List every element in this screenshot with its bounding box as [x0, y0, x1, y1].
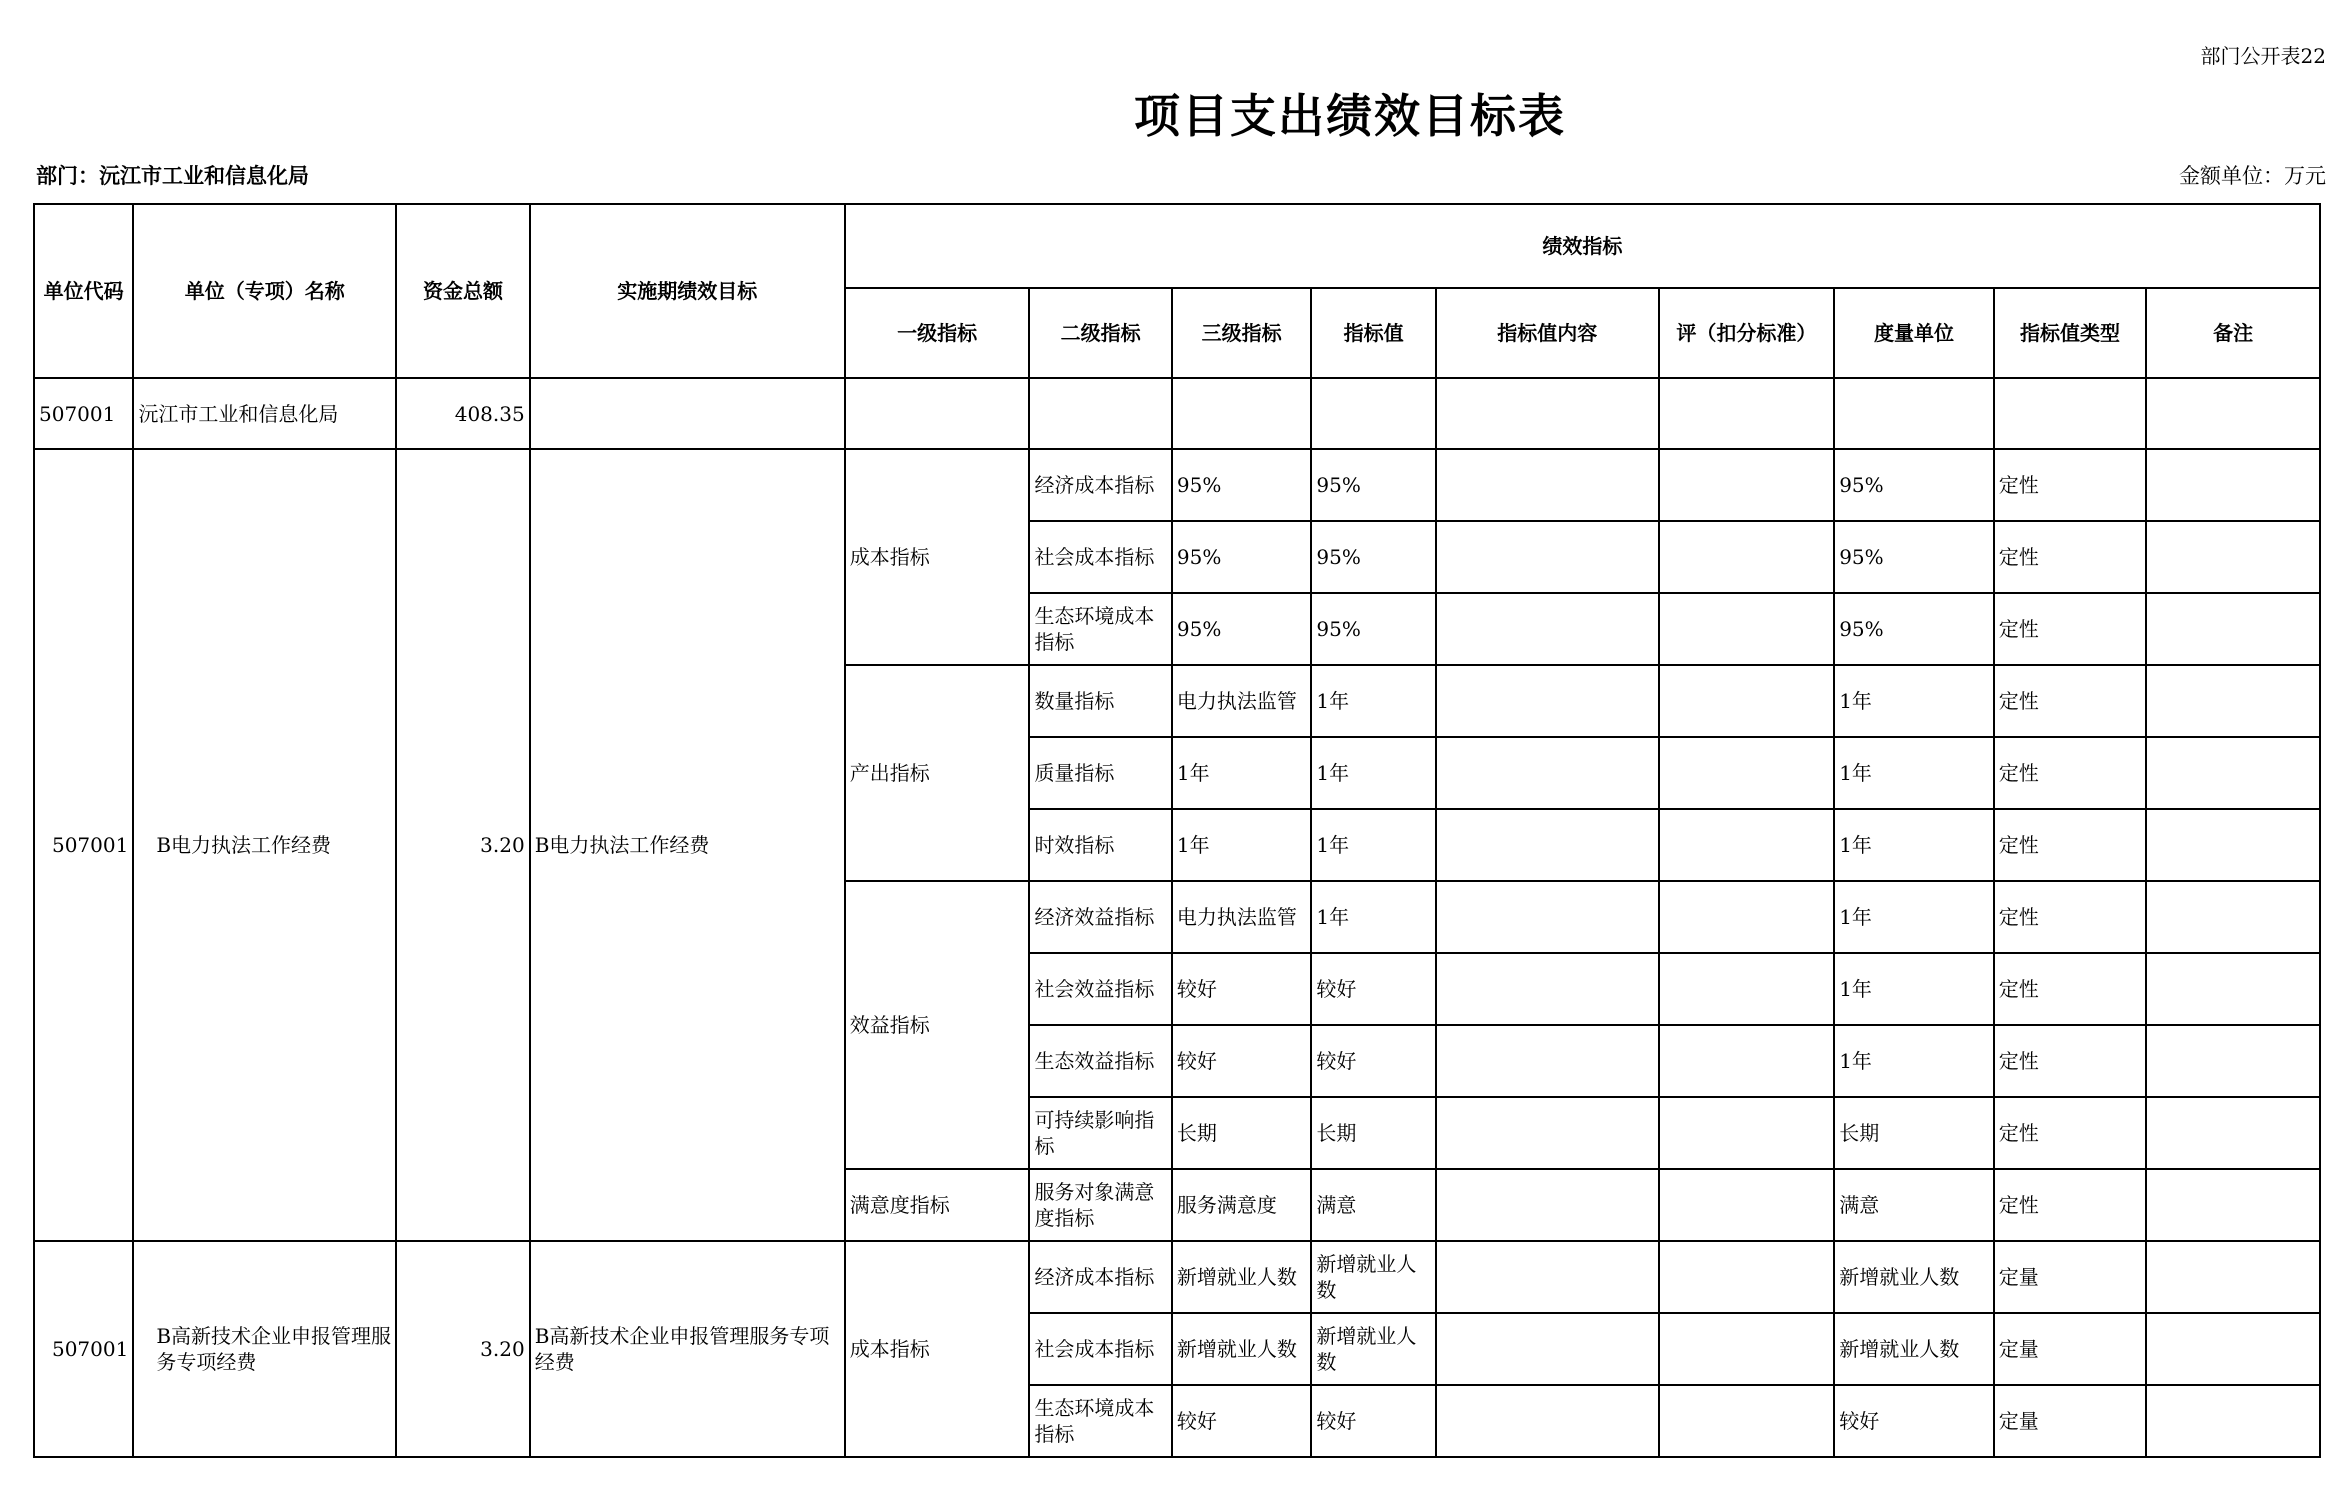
- type-cell: 定性: [1994, 521, 2147, 593]
- level3-cell: 服务满意度: [1172, 1169, 1311, 1241]
- unit-cell: 1年: [1834, 953, 1994, 1025]
- header-scoring: 评（扣分标准）: [1659, 288, 1835, 378]
- level3-cell: 较好: [1172, 953, 1311, 1025]
- value-cell: 新增就业人数: [1311, 1313, 1435, 1385]
- value-cell: 1年: [1311, 665, 1435, 737]
- level3-cell: 电力执法监管: [1172, 665, 1311, 737]
- project2-amount: 3.20: [396, 1241, 529, 1457]
- value-cell: 95%: [1311, 521, 1435, 593]
- level2-cell: 社会成本指标: [1029, 1313, 1171, 1385]
- level2-cell: 生态环境成本指标: [1029, 593, 1171, 665]
- form-number: 部门公开表22: [2200, 44, 2326, 68]
- level2-cell: 质量指标: [1029, 737, 1171, 809]
- type-cell: 定量: [1994, 1385, 2147, 1457]
- level2-cell: 生态效益指标: [1029, 1025, 1171, 1097]
- type-cell: 定量: [1994, 1241, 2147, 1313]
- value-cell: 1年: [1311, 809, 1435, 881]
- unit-cell: 1年: [1834, 1025, 1994, 1097]
- value-cell: 1年: [1311, 737, 1435, 809]
- unit-cell: 95%: [1834, 521, 1994, 593]
- value-cell: 95%: [1311, 593, 1435, 665]
- header-unit-code: 单位代码: [34, 204, 133, 378]
- project2-code: 507001: [34, 1241, 133, 1457]
- unit-cell: 较好: [1834, 1385, 1994, 1457]
- type-cell: 定性: [1994, 737, 2147, 809]
- value-cell: 95%: [1311, 449, 1435, 521]
- type-cell: 定性: [1994, 1025, 2147, 1097]
- header-remark: 备注: [2146, 288, 2320, 378]
- unit-cell: 长期: [1834, 1097, 1994, 1169]
- project2-name: B高新技术企业申报管理服务专项经费: [133, 1241, 396, 1457]
- project1-group-cost: 成本指标: [845, 449, 1030, 665]
- level2-cell: 社会效益指标: [1029, 953, 1171, 1025]
- project1-goal: B电力执法工作经费: [530, 449, 845, 1241]
- header-value-type: 指标值类型: [1994, 288, 2147, 378]
- header-total-funds: 资金总额: [396, 204, 529, 378]
- type-cell: 定性: [1994, 881, 2147, 953]
- level2-cell: 经济成本指标: [1029, 449, 1171, 521]
- type-cell: 定性: [1994, 593, 2147, 665]
- level3-cell: 较好: [1172, 1385, 1311, 1457]
- header-goal: 实施期绩效目标: [530, 204, 845, 378]
- level3-cell: 95%: [1172, 521, 1311, 593]
- level2-cell: 经济成本指标: [1029, 1241, 1171, 1313]
- level3-cell: 电力执法监管: [1172, 881, 1311, 953]
- project1-code: 507001: [34, 449, 133, 1241]
- level2-cell: 数量指标: [1029, 665, 1171, 737]
- level3-cell: 1年: [1172, 809, 1311, 881]
- unit-cell: 95%: [1834, 449, 1994, 521]
- header-value: 指标值: [1311, 288, 1435, 378]
- header-level3: 三级指标: [1172, 288, 1311, 378]
- unit-cell: 1年: [1834, 737, 1994, 809]
- project2-group-cost: 成本指标: [845, 1241, 1030, 1457]
- level2-cell: 生态环境成本指标: [1029, 1385, 1171, 1457]
- department-label: 部门：沅江市工业和信息化局: [36, 163, 309, 188]
- summary-row: [34, 378, 2320, 449]
- level3-cell: 新增就业人数: [1172, 1241, 1311, 1313]
- level3-cell: 1年: [1172, 737, 1311, 809]
- project1-group-benefit: 效益指标: [845, 881, 1030, 1169]
- level2-cell: 服务对象满意度指标: [1029, 1169, 1171, 1241]
- table-row: [34, 1241, 2320, 1313]
- level3-cell: 95%: [1172, 593, 1311, 665]
- page-title: 项目支出绩效目标表: [1134, 89, 1566, 143]
- unit-cell: 95%: [1834, 593, 1994, 665]
- level3-cell: 较好: [1172, 1025, 1311, 1097]
- unit-cell: 1年: [1834, 665, 1994, 737]
- project2-goal: B高新技术企业申报管理服务专项经费: [530, 1241, 845, 1457]
- project1-amount: 3.20: [396, 449, 529, 1241]
- level3-cell: 95%: [1172, 449, 1311, 521]
- type-cell: 定性: [1994, 1097, 2147, 1169]
- header-content: 指标值内容: [1436, 288, 1659, 378]
- level2-cell: 经济效益指标: [1029, 881, 1171, 953]
- header-unit-name: 单位（专项）名称: [133, 204, 396, 378]
- project1-group-satisfaction: 满意度指标: [845, 1169, 1030, 1241]
- level2-cell: 社会成本指标: [1029, 521, 1171, 593]
- unit-cell: 1年: [1834, 881, 1994, 953]
- performance-table: [33, 203, 2321, 1458]
- header-performance: 绩效指标: [845, 204, 2320, 288]
- level2-cell: 时效指标: [1029, 809, 1171, 881]
- summary-amount: 408.35: [396, 378, 529, 449]
- header-row-1: [34, 204, 2320, 288]
- summary-name: 沅江市工业和信息化局: [133, 378, 396, 449]
- unit-cell: 1年: [1834, 809, 1994, 881]
- type-cell: 定量: [1994, 1313, 2147, 1385]
- type-cell: 定性: [1994, 449, 2147, 521]
- type-cell: 定性: [1994, 665, 2147, 737]
- level3-cell: 长期: [1172, 1097, 1311, 1169]
- project1-name: B电力执法工作经费: [133, 449, 396, 1241]
- value-cell: 长期: [1311, 1097, 1435, 1169]
- project1-group-output: 产出指标: [845, 665, 1030, 881]
- header-level2: 二级指标: [1029, 288, 1171, 378]
- value-cell: 满意: [1311, 1169, 1435, 1241]
- table-row: [34, 449, 2320, 521]
- value-cell: 1年: [1311, 881, 1435, 953]
- level3-cell: 新增就业人数: [1172, 1313, 1311, 1385]
- header-level1: 一级指标: [845, 288, 1030, 378]
- unit-cell: 新增就业人数: [1834, 1241, 1994, 1313]
- type-cell: 定性: [1994, 1169, 2147, 1241]
- type-cell: 定性: [1994, 953, 2147, 1025]
- header-measure-unit: 度量单位: [1834, 288, 1994, 378]
- value-cell: 较好: [1311, 953, 1435, 1025]
- value-cell: 新增就业人数: [1311, 1241, 1435, 1313]
- value-cell: 较好: [1311, 1385, 1435, 1457]
- amount-unit-label: 金额单位：万元: [2179, 164, 2326, 188]
- summary-code: 507001: [34, 378, 133, 449]
- unit-cell: 新增就业人数: [1834, 1313, 1994, 1385]
- type-cell: 定性: [1994, 809, 2147, 881]
- unit-cell: 满意: [1834, 1169, 1994, 1241]
- level2-cell: 可持续影响指标: [1029, 1097, 1171, 1169]
- value-cell: 较好: [1311, 1025, 1435, 1097]
